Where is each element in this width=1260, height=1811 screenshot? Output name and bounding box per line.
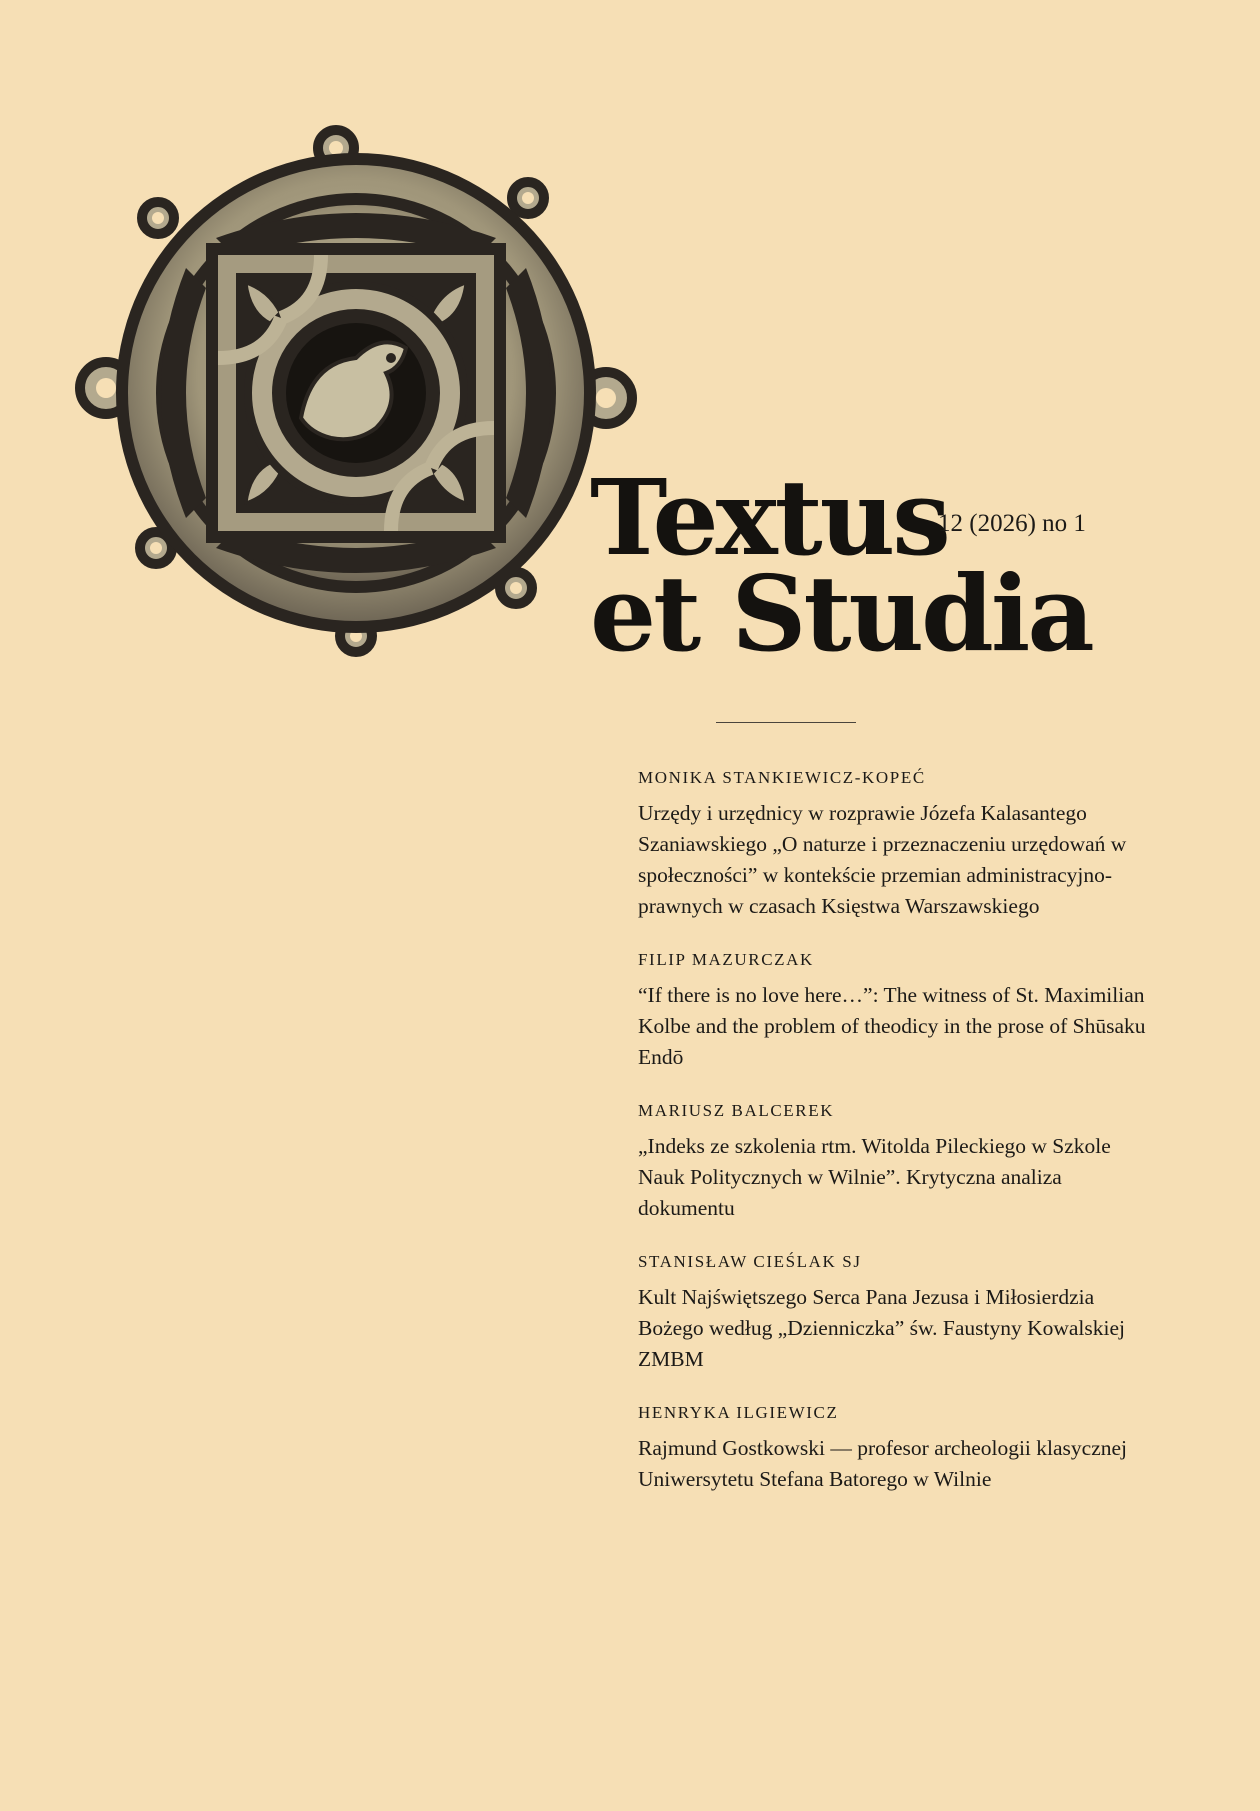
toc-entry — [638, 1252, 1148, 1375]
issue-number: 12 (2026) no 1 — [938, 510, 1086, 537]
toc-article-title: Kult Najświętszego Serca Pana Jezusa i Miłosierdzia Bożego według „Dzienniczka” św. Faustyny Kowalskiej ZMBM — [638, 1285, 1126, 1371]
journal-title-line-1: Textus — [590, 456, 948, 579]
toc-author: MARIUSZ BALCEREK — [638, 1101, 835, 1120]
toc-author: HENRYKA ILGIEWICZ — [638, 1403, 839, 1422]
toc-entry — [638, 1403, 1148, 1495]
ornamental-medallion-icon — [66, 118, 656, 666]
toc-article-title: „Indeks ze szkolenia rtm. Witolda Pileckiego w Szkole Nauk Politycznych w Wilnie”. Krytyczna analiza dokumentu — [638, 1134, 1111, 1220]
journal-title — [590, 456, 1150, 675]
toc-author: FILIP MAZURCZAK — [638, 950, 814, 969]
table-of-contents — [638, 768, 1148, 1523]
toc-author: MONIKA STANKIEWICZ-KOPEĆ — [638, 768, 926, 787]
toc-article-title: Rajmund Gostkowski — profesor archeologii klasycznej Uniwersytetu Stefana Batorego w Wilnie — [638, 1436, 1128, 1491]
divider — [716, 722, 856, 723]
journal-title-line-2: et Studia — [590, 552, 1092, 675]
toc-article-title: Urzędy i urzędnicy w rozprawie Józefa Kalasantego Szaniawskiego „O naturze i przeznaczeniu urzędowań w społeczności” w kontekście przemian administracyjno-prawnych w czasach Księstwa Warszawskiego — [638, 801, 1127, 918]
toc-entry — [638, 950, 1148, 1073]
toc-author: STANISŁAW CIEŚLAK SJ — [638, 1252, 862, 1271]
toc-entry — [638, 1101, 1148, 1224]
toc-entry — [638, 768, 1148, 922]
toc-article-title: “If there is no love here…”: The witness of St. Maximilian Kolbe and the problem of theodicy in the prose of Shūsaku Endō — [638, 983, 1146, 1069]
